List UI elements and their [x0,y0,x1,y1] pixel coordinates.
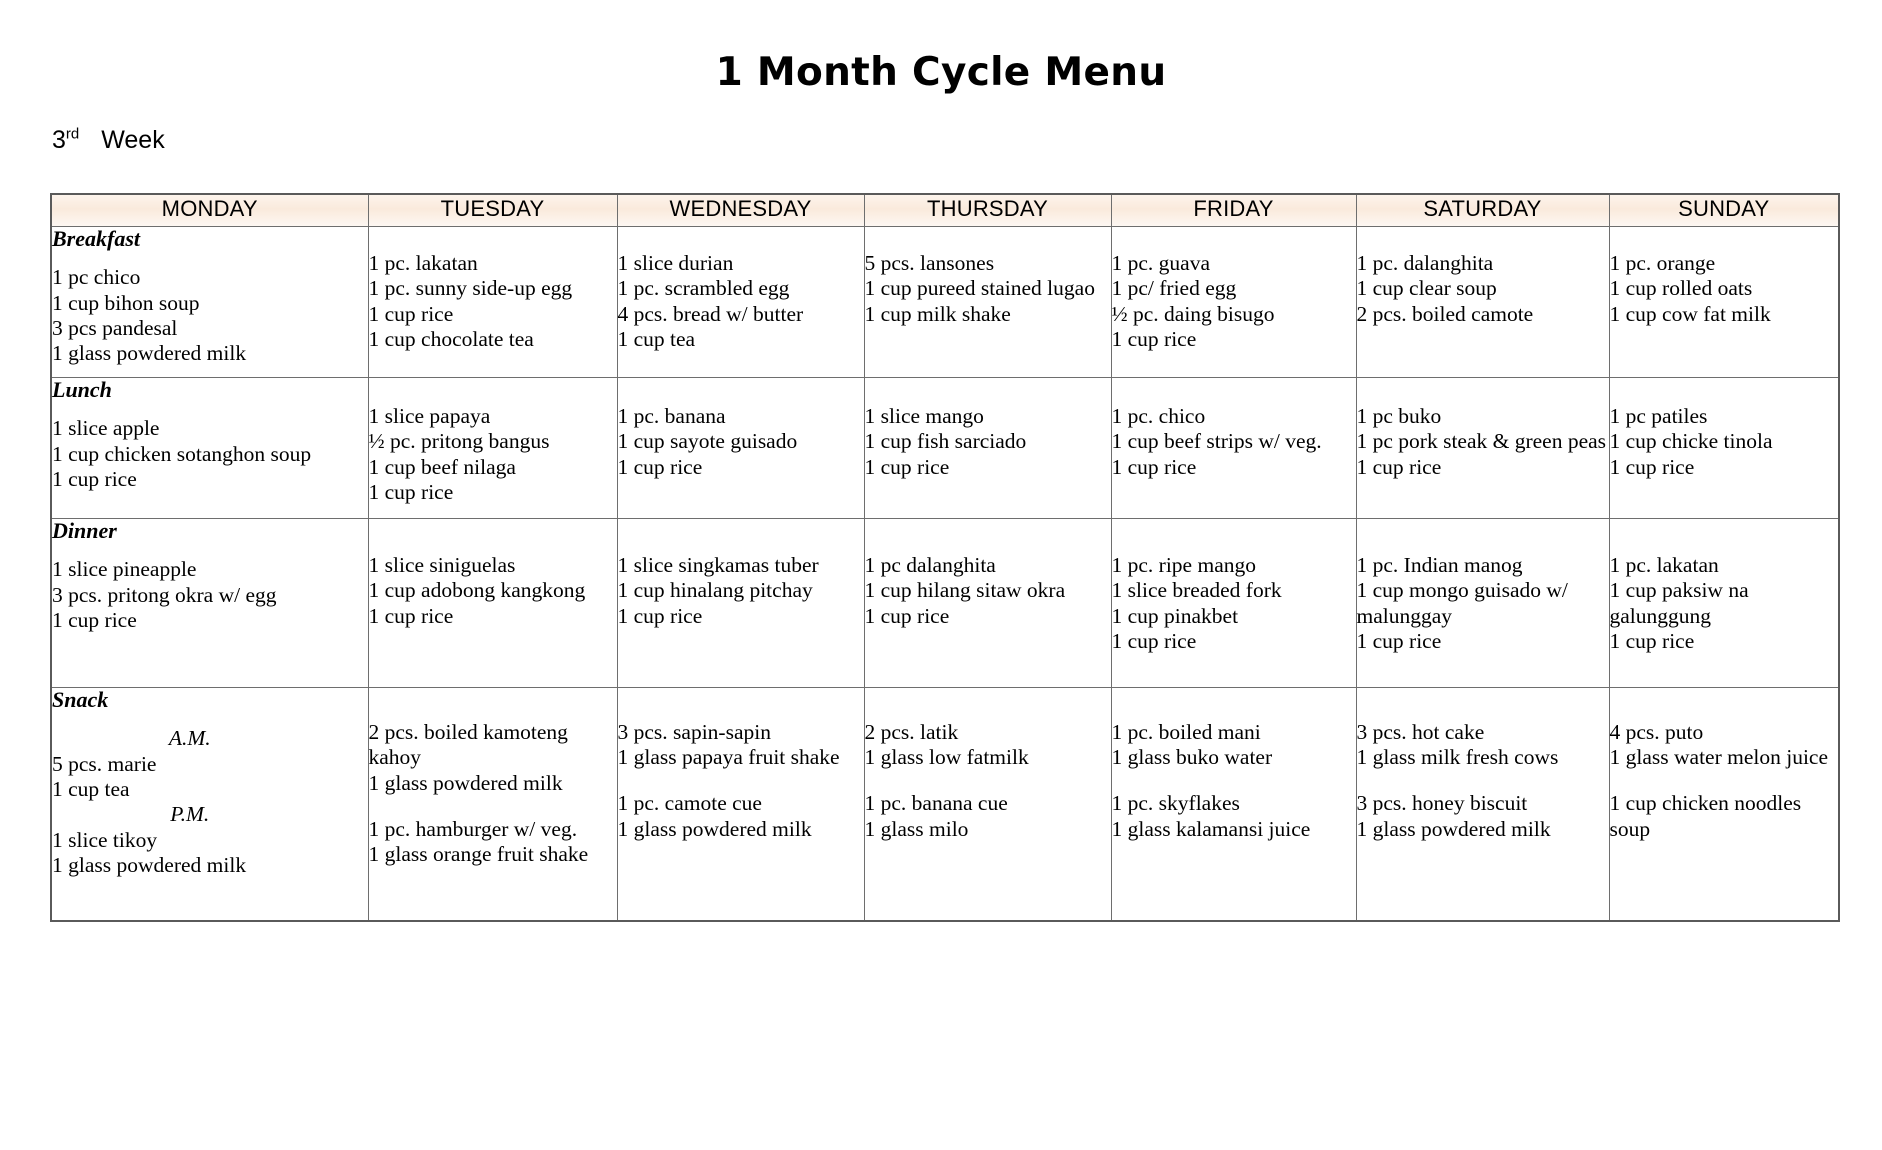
day-header-tuesday: TUESDAY [368,194,617,227]
menu-item-line: 1 glass low fatmilk [864,745,1029,770]
cell-breakfast-tuesday [368,227,617,378]
menu-item-line: 3 pcs. sapin-sapin [617,720,771,744]
menu-item-line: 1 cup hilang sitaw okra [864,578,1066,603]
items-lunch-thursday [865,404,1111,480]
menu-table-wrapper [50,193,1838,922]
cell-snack-wednesday [617,688,864,922]
cell-lunch-wednesday [617,378,864,519]
items-snack-monday-am [52,752,368,803]
menu-item-line: 1 pc. banana cue [864,791,1008,816]
menu-item-line: 4 pcs. puto [1609,720,1704,744]
menu-item-line: 1 pc/ fried egg [1111,276,1237,301]
menu-item-line: 1 cup mongo guisado w/ malunggay [1356,578,1574,628]
items-lunch-friday [1112,404,1356,480]
menu-item-line: 3 pcs pandesal [52,315,178,340]
items-snack-thursday [865,720,1111,842]
snack-period-label-pm: P.M. [170,802,210,827]
cell-breakfast-sunday [1609,227,1839,378]
menu-item-line: 1 cup tea [52,776,130,801]
menu-item-line: 1 cup rice [1111,327,1197,352]
menu-item-line: 1 cup chicken noodles soup [1609,791,1807,841]
day-header-row [51,194,1839,227]
cell-snack-sunday [1609,688,1839,922]
menu-item-line: 1 cup rice [617,454,703,479]
day-header-sunday: SUNDAY [1609,194,1839,227]
menu-item-line: 1 cup pureed stained lugao [864,276,1095,301]
items-dinner-sunday [1610,553,1839,654]
page-title: 1 Month Cycle Menu [715,50,1167,95]
menu-item-line: 1 cup beef strips w/ veg. [1111,429,1322,454]
items-lunch-wednesday [618,404,864,480]
menu-item-line: 1 cup rice [1609,454,1695,479]
week-number: 3 [52,125,66,154]
menu-item-line: 1 cup rice [1111,454,1197,479]
menu-item-line: 1 pc. guava [1111,251,1211,275]
menu-item-line: 1 cup rice [617,603,703,628]
cell-breakfast-monday [51,227,368,378]
items-dinner-friday [1112,553,1356,654]
menu-item-line: 1 cup rice [864,454,950,479]
items-lunch-sunday [1610,404,1839,480]
meal-row-dinner [51,519,1839,688]
menu-item-line: 1 slice breaded fork [1111,578,1282,603]
items-dinner-tuesday [369,553,617,629]
menu-item-line: 1 cup cow fat milk [1609,301,1771,326]
menu-table-body [51,227,1839,922]
menu-item-line: 3 pcs. honey biscuit [1356,791,1528,816]
menu-item-line: 1 cup chicke tinola [1609,429,1773,454]
items-breakfast-tuesday [369,251,617,352]
week-label [0,95,1882,155]
items-dinner-thursday [865,553,1111,629]
cell-dinner-tuesday [368,519,617,688]
menu-item-line: 1 glass powdered milk [368,770,563,795]
menu-item-line [369,796,617,816]
menu-item-line: 4 pcs. bread w/ butter [617,301,804,326]
cell-snack-thursday [864,688,1111,922]
menu-table [50,193,1840,922]
menu-item-line: 1 cup rice [368,480,454,505]
menu-item-line: 1 pc patiles [1609,404,1708,428]
menu-item-line: 1 pc. sunny side-up egg [368,276,573,301]
menu-table-head [51,194,1839,227]
menu-item-line: 1 glass powdered milk [52,852,247,877]
day-header-monday: MONDAY [51,194,368,227]
items-lunch-saturday [1357,404,1609,480]
menu-item-line: 1 cup rice [1356,629,1442,654]
menu-item-line: 1 slice durian [617,251,734,275]
meal-label-snack: Snack [52,687,109,712]
menu-item-line: 2 pcs. boiled camote [1356,301,1534,326]
menu-item-line: 3 pcs. hot cake [1356,720,1485,744]
cell-dinner-friday [1111,519,1356,688]
items-lunch-tuesday [369,404,617,505]
menu-item-line: 1 pc. orange [1609,251,1716,275]
menu-item-line: 1 glass orange fruit shake [368,841,589,866]
menu-item-line: 1 pc. boiled mani [1111,720,1261,744]
day-header-thursday: THURSDAY [864,194,1111,227]
menu-item-line: 1 cup clear soup [1356,276,1497,301]
menu-item-line [1610,771,1839,791]
menu-item-line: 1 cup chocolate tea [368,327,534,352]
menu-item-line: 1 cup hinalang pitchay [617,578,813,603]
items-snack-friday [1112,720,1356,842]
items-snack-saturday [1357,720,1609,842]
cell-snack-saturday [1356,688,1609,922]
menu-item-line: 1 glass papaya fruit shake [617,745,840,770]
menu-item-line: 2 pcs. latik [864,720,959,744]
menu-item-line: 1 slice siniguelas [368,553,516,577]
cell-breakfast-thursday [864,227,1111,378]
day-header-friday: FRIDAY [1111,194,1356,227]
menu-item-line: 1 pc. dalanghita [1356,251,1494,275]
menu-item-line: 3 pcs. pritong okra w/ egg [52,582,277,607]
meal-label-breakfast: Breakfast [52,226,140,251]
items-snack-monday-pm [52,828,368,879]
cell-dinner-monday [51,519,368,688]
menu-item-line: 1 cup rice [1111,629,1197,654]
menu-item-line: 1 pc. lakatan [1609,553,1719,577]
menu-item-line [618,771,864,791]
menu-item-line: 1 cup rolled oats [1609,276,1753,301]
items-breakfast-sunday [1610,251,1839,327]
items-dinner-wednesday [618,553,864,629]
day-header-saturday: SATURDAY [1356,194,1609,227]
menu-item-line: 1 cup rice [52,466,137,491]
menu-item-line [1112,771,1356,791]
meal-row-breakfast [51,227,1839,378]
items-breakfast-saturday [1357,251,1609,327]
cell-dinner-thursday [864,519,1111,688]
menu-item-line: 1 cup pinakbet [1111,603,1239,628]
menu-item-line: 1 glass powdered milk [617,816,812,841]
items-breakfast-friday [1112,251,1356,352]
items-snack-tuesday [369,720,617,867]
menu-item-line: 1 cup rice [1356,454,1442,479]
menu-item-line: 1 slice singkamas tuber [617,553,819,577]
menu-item-line [1357,771,1609,791]
menu-item-line: 1 glass powdered milk [52,341,247,366]
menu-item-line: 1 glass kalamansi juice [1111,816,1311,841]
menu-item-line: 1 pc buko [1356,404,1442,428]
menu-item-line: 1 pc. camote cue [617,791,762,816]
menu-item-line: 1 cup rice [52,607,137,632]
menu-item-line: 1 pc. lakatan [368,251,478,275]
items-dinner-saturday [1357,553,1609,654]
cell-lunch-tuesday [368,378,617,519]
menu-item-line: 1 cup rice [368,603,454,628]
menu-item-line: 1 pc. banana [617,404,726,428]
menu-item-line: 1 pc dalanghita [864,553,996,577]
menu-item-line: 1 pc chico [52,265,141,290]
menu-item-line: 5 pcs. marie [52,751,157,776]
menu-item-line: 1 pc pork steak & green peas [1356,429,1607,454]
menu-item-line: 1 glass milo [864,816,969,841]
meal-label-lunch: Lunch [52,377,112,402]
menu-item-line: 1 cup fish sarciado [864,429,1027,454]
cell-dinner-saturday [1356,519,1609,688]
cell-snack-friday [1111,688,1356,922]
menu-item-line: 1 cup sayote guisado [617,429,798,454]
menu-item-line: 1 pc. scrambled egg [617,276,790,301]
week-ordinal-suffix: rd [65,125,80,143]
cell-lunch-monday [51,378,368,519]
items-dinner-monday [52,557,368,633]
day-header-wednesday: WEDNESDAY [617,194,864,227]
menu-item-line: 1 slice papaya [368,404,491,428]
menu-item-line: 1 pc. ripe mango [1111,553,1256,577]
menu-item-line: 1 cup adobong kangkong [368,578,586,603]
items-snack-sunday [1610,720,1839,842]
week-word: Week [101,125,165,154]
menu-item-line: 1 glass milk fresh cows [1356,745,1559,770]
cell-lunch-saturday [1356,378,1609,519]
cell-lunch-friday [1111,378,1356,519]
snack-period-label-am: A.M. [168,726,211,751]
menu-item-line: 1 cup beef nilaga [368,454,516,479]
menu-item-line: 1 pc. chico [1111,404,1206,428]
meal-label-dinner: Dinner [52,518,117,543]
cell-breakfast-saturday [1356,227,1609,378]
cell-breakfast-wednesday [617,227,864,378]
items-snack-wednesday [618,720,864,842]
items-breakfast-wednesday [618,251,864,352]
menu-item-line [865,771,1111,791]
menu-item-line: 5 pcs. lansones [864,251,995,275]
cell-breakfast-friday [1111,227,1356,378]
menu-item-line: 1 slice apple [52,416,160,441]
menu-item-line: 1 slice pineapple [52,557,197,582]
items-breakfast-monday [52,265,368,366]
items-breakfast-thursday [865,251,1111,327]
cell-snack-tuesday [368,688,617,922]
menu-item-line: 1 cup milk shake [864,301,1011,326]
cell-lunch-sunday [1609,378,1839,519]
menu-item-line: 1 pc. Indian manog [1356,553,1523,577]
menu-item-line: 1 slice tikoy [52,827,158,852]
menu-item-line: 1 cup tea [617,327,696,352]
menu-item-line: 1 cup rice [1609,629,1695,654]
menu-item-line: 1 glass buko water [1111,745,1273,770]
menu-item-line: 1 slice mango [864,404,984,428]
cell-dinner-wednesday [617,519,864,688]
menu-item-line: 1 cup paksiw na galunggung [1609,578,1754,628]
menu-item-line: 1 glass powdered milk [1356,816,1551,841]
menu-item-line: ½ pc. pritong bangus [368,429,550,454]
menu-item-line: 2 pcs. boiled kamoteng kahoy [368,720,574,770]
menu-item-line: 1 cup rice [864,603,950,628]
menu-item-line: 1 cup rice [368,301,454,326]
menu-item-line: 1 cup bihon soup [52,290,200,315]
items-lunch-monday [52,416,368,492]
meal-row-lunch [51,378,1839,519]
cell-snack-monday [51,688,368,922]
cell-lunch-thursday [864,378,1111,519]
meal-row-snack [51,688,1839,922]
menu-item-line: ½ pc. daing bisugo [1111,301,1275,326]
menu-item-line: 1 glass water melon juice [1609,745,1829,770]
menu-item-line: 1 pc. skyflakes [1111,791,1240,816]
menu-item-line: 1 pc. hamburger w/ veg. [368,816,578,841]
menu-item-line: 1 cup chicken sotanghon soup [52,441,312,466]
cell-dinner-sunday [1609,519,1839,688]
